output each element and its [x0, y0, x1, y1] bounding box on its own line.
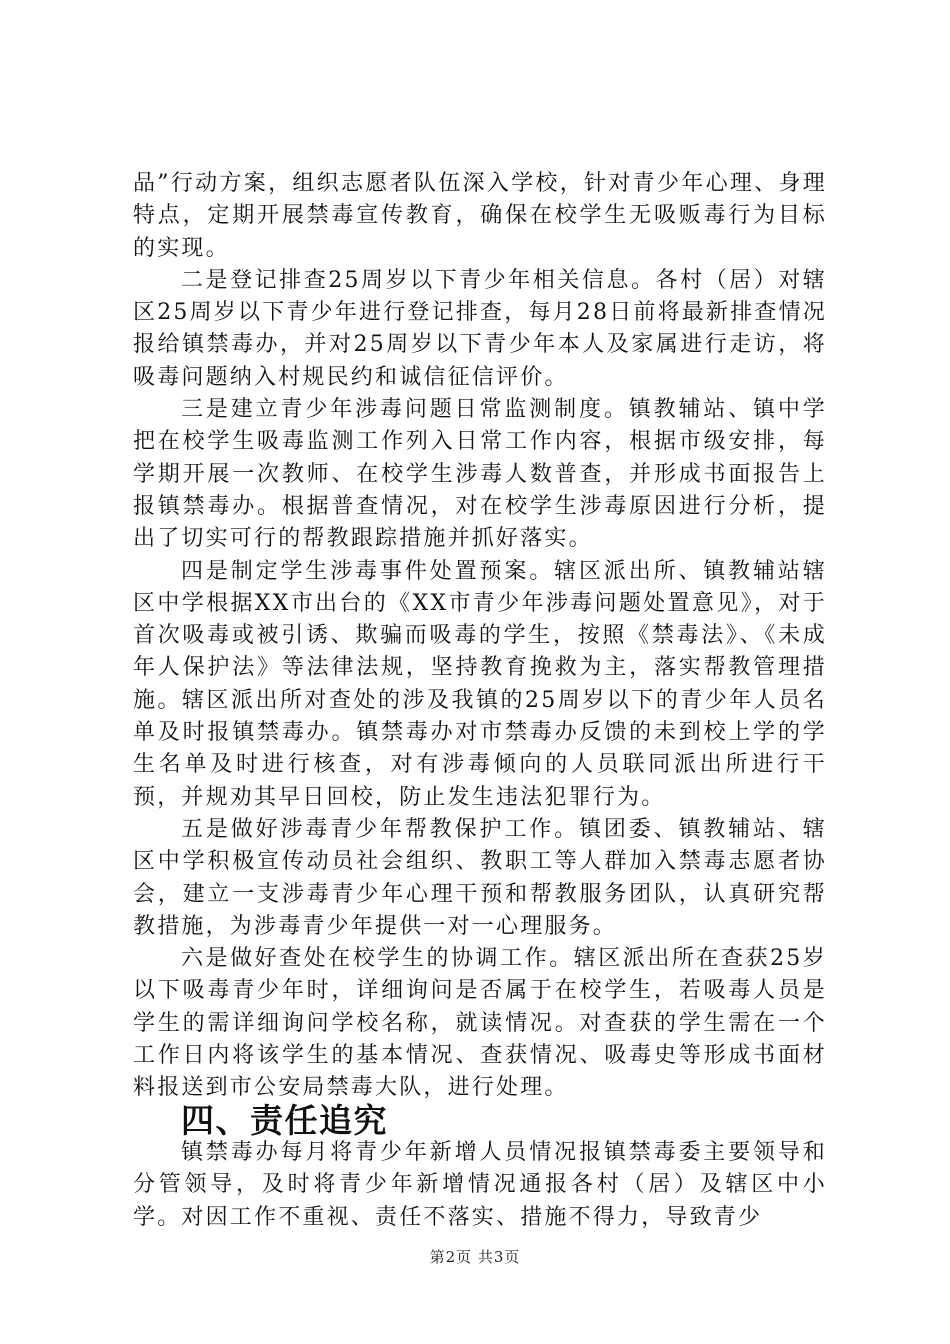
- paragraph-item-three: 三是建立青少年涉毒问题日常监测制度。镇教辅站、镇中学把在校学生吸毒监测工作列入日常工作内容，根据市级安排，每学期开展一次教师、在校学生涉毒人数普查，并形成书面报告上报镇禁毒办。根据普查情况，对在校学生涉毒原因进行分析，提出了切实可行的帮教跟踪措施并抓好落实。: [133, 397, 827, 552]
- document-body: [133, 168, 827, 1234]
- paragraph-continuation: 品”行动方案，组织志愿者队伍深入学校，针对青少年心理、身理特点，定期开展禁毒宣传教育，确保在校学生无吸贩毒行为目标的实现。: [133, 171, 827, 261]
- paragraph-item-six: 六是做好查处在校学生的协调工作。辖区派出所在查获25岁以下吸毒青少年时，详细询问是否属于在校学生，若吸毒人员是学生的需详细询问学校名称，就读情况。对查获的学生需在一个工作日内将该学生的基本情况、查获情况、吸毒史等形成书面材料报送到市公安局禁毒大队，进行处理。: [133, 946, 827, 1101]
- paragraph-item-five: 五是做好涉毒青少年帮教保护工作。镇团委、镇教辅站、辖区中学积极宣传动员社会组织、教职工等人群加入禁毒志愿者协会，建立一支涉毒青少年心理干预和帮教服务团队，认真研究帮教措施，为涉毒青少年提供一对一心理服务。: [133, 816, 827, 939]
- section-heading: 四、责任追究: [181, 1100, 388, 1140]
- paragraph-item-two: 二是登记排查25周岁以下青少年相关信息。各村（居）对辖区25周岁以下青少年进行登记排查，每月28日前将最新排查情况报给镇禁毒办，并对25周岁以下青少年本人及家属进行走访，将吸毒问题纳入村规民约和诚信征信评价。: [133, 267, 827, 390]
- paragraph-item-four: 四是制定学生涉毒事件处置预案。辖区派出所、镇教辅站辖区中学根据XX市出台的《XX市青少年涉毒问题处置意见》，对于首次吸毒或被引诱、欺骗而吸毒的学生，按照《禁毒法》、《未成年人保护法》等法律法规，坚持教育挽救为主，落实帮教管理措施。辖区派出所对查处的涉及我镇的25周岁以下的青少年人员名单及时报镇禁毒办。镇禁毒办对市禁毒办反馈的未到校上学的学生名单及时进行核查，对有涉毒倾向的人员联同派出所进行干预，并规劝其早日回校，防止发生违法犯罪行为。: [133, 558, 827, 810]
- paragraph-accountability: 镇禁毒办每月将青少年新增人员情况报镇禁毒委主要领导和分管领导，及时将青少年新增情况通报各村（居）及辖区中小学。对因工作不重视、责任不落实、措施不得力，导致青少: [133, 1139, 827, 1230]
- page-number-footer: 第2页 共3页: [429, 1248, 521, 1266]
